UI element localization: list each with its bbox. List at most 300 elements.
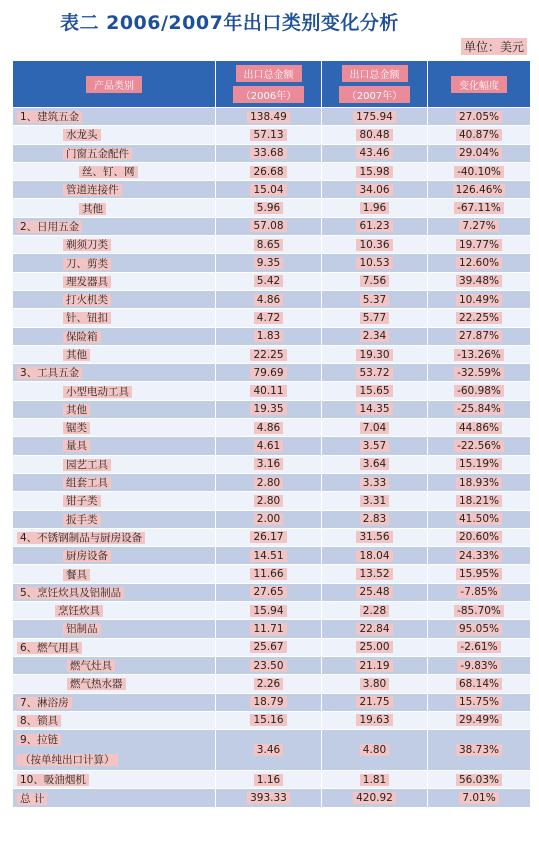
- category-label: 丝、钉、网: [79, 166, 138, 178]
- value-2007: 7.56: [360, 275, 389, 287]
- value-2007: 4.80: [360, 744, 389, 756]
- change-cell: [428, 789, 531, 807]
- value-2007-cell: [322, 364, 428, 382]
- value-2007-cell: [322, 400, 428, 418]
- category-label: 餐具: [63, 569, 90, 581]
- value-2006: 393.33: [247, 792, 290, 804]
- value-2007-cell: [322, 675, 428, 693]
- category-cell: [13, 400, 216, 418]
- category-cell: [13, 675, 216, 693]
- value-2007-cell: [322, 272, 428, 290]
- table-row: [13, 492, 531, 510]
- category-label: 3、工具五金: [17, 367, 82, 379]
- change-value: -13.26%: [454, 349, 504, 361]
- category-label: 钳子类: [63, 495, 101, 507]
- change-cell: [428, 565, 531, 583]
- change-cell: [428, 217, 531, 235]
- table-row: [13, 510, 531, 528]
- value-2007-cell: [322, 382, 428, 400]
- category-cell: [13, 492, 216, 510]
- value-2006-cell: [216, 236, 322, 254]
- header-2006-top: 出口总金额: [236, 65, 302, 82]
- table-row: [13, 327, 531, 345]
- table-row: [13, 675, 531, 693]
- change-cell: [428, 345, 531, 363]
- value-2006-cell: [216, 455, 322, 473]
- value-2006: 1.16: [254, 774, 283, 786]
- change-value: -40.10%: [454, 166, 504, 178]
- table-row: [13, 638, 531, 656]
- category-label: 刀、剪类: [63, 258, 111, 270]
- table-row: [13, 217, 531, 235]
- change-cell: [428, 309, 531, 327]
- value-2007-cell: [322, 108, 428, 126]
- value-2006: 11.66: [250, 568, 286, 580]
- category-cell: [13, 711, 216, 729]
- change-value: 22.25%: [456, 312, 502, 324]
- category-label: 量具: [63, 440, 90, 452]
- change-value: 40.87%: [456, 129, 502, 141]
- category-label: 门窗五金配件: [63, 148, 132, 160]
- value-2007: 1.96: [360, 202, 389, 214]
- category-cell: [13, 254, 216, 272]
- value-2007: 2.83: [360, 513, 389, 525]
- table-row: [13, 602, 531, 620]
- value-2007: 61.23: [356, 220, 392, 232]
- table-row: [13, 693, 531, 711]
- value-2006: 22.25: [250, 349, 286, 361]
- value-2006: 2.80: [254, 495, 283, 507]
- change-value: -9.83%: [457, 660, 500, 672]
- table-row: [13, 473, 531, 491]
- value-2007: 175.94: [353, 111, 396, 123]
- change-value: 27.87%: [456, 330, 502, 342]
- value-2007: 22.84: [356, 623, 392, 635]
- value-2006: 2.26: [254, 678, 283, 690]
- change-value: 15.19%: [456, 458, 502, 470]
- change-value: -7.85%: [457, 586, 500, 598]
- value-2007-cell: [322, 419, 428, 437]
- change-cell: [428, 711, 531, 729]
- change-cell: [428, 400, 531, 418]
- category-cell: [13, 693, 216, 711]
- table-row: [13, 711, 531, 729]
- category-cell: [13, 162, 216, 180]
- change-cell: [428, 455, 531, 473]
- value-2006-cell: [216, 144, 322, 162]
- change-value: 20.60%: [456, 531, 502, 543]
- category-cell: [13, 620, 216, 638]
- value-2006: 15.94: [250, 605, 286, 617]
- value-2007-cell: [322, 199, 428, 217]
- category-cell: [13, 656, 216, 674]
- value-2006-cell: [216, 510, 322, 528]
- value-2007: 25.48: [356, 586, 392, 598]
- category-cell: [13, 730, 216, 771]
- value-2007: 15.65: [356, 385, 392, 397]
- table-row: [13, 144, 531, 162]
- value-2007-cell: [322, 290, 428, 308]
- value-2007: 19.63: [356, 714, 392, 726]
- value-2006-cell: [216, 675, 322, 693]
- table-row: [13, 162, 531, 180]
- value-2006: 33.68: [250, 147, 286, 159]
- category-label: 燃气灶具: [67, 660, 115, 672]
- table-row: [13, 771, 531, 789]
- category-cell: [13, 108, 216, 126]
- value-2007-cell: [322, 492, 428, 510]
- value-2007-cell: [322, 565, 428, 583]
- value-2006: 14.51: [250, 550, 286, 562]
- category-cell: [13, 583, 216, 601]
- value-2007-cell: [322, 181, 428, 199]
- category-label: 9、拉链: [17, 734, 61, 746]
- category-cell: [13, 789, 216, 807]
- value-2007: 5.77: [360, 312, 389, 324]
- table-row: [13, 583, 531, 601]
- value-2007-cell: [322, 217, 428, 235]
- value-2007: 5.37: [360, 294, 389, 306]
- change-cell: [428, 693, 531, 711]
- change-cell: [428, 602, 531, 620]
- change-cell: [428, 675, 531, 693]
- change-value: 27.05%: [456, 111, 502, 123]
- category-cell: [13, 455, 216, 473]
- category-cell: [13, 364, 216, 382]
- category-cell: [13, 382, 216, 400]
- table-row: [13, 437, 531, 455]
- value-2006-cell: [216, 789, 322, 807]
- change-value: 126.46%: [453, 184, 506, 196]
- value-2006: 4.72: [254, 312, 283, 324]
- value-2006-cell: [216, 620, 322, 638]
- change-cell: [428, 199, 531, 217]
- value-2007-cell: [322, 620, 428, 638]
- value-2006: 9.35: [254, 257, 283, 269]
- value-2007: 3.33: [360, 477, 389, 489]
- category-label: 其他: [63, 404, 90, 416]
- value-2007-cell: [322, 144, 428, 162]
- value-2006-cell: [216, 711, 322, 729]
- table-row: [13, 199, 531, 217]
- value-2007-cell: [322, 236, 428, 254]
- change-value: 38.73%: [456, 744, 502, 756]
- category-label: 7、淋浴房: [17, 697, 72, 709]
- category-label: 5、烹饪炊具及铝制品: [17, 587, 124, 599]
- category-cell: [13, 199, 216, 217]
- value-2006-cell: [216, 327, 322, 345]
- change-cell: [428, 437, 531, 455]
- value-2007-cell: [322, 510, 428, 528]
- category-label: 其他: [63, 349, 90, 361]
- change-value: 12.60%: [456, 257, 502, 269]
- value-2006: 4.61: [254, 440, 283, 452]
- value-2006-cell: [216, 437, 322, 455]
- category-cell: [13, 602, 216, 620]
- value-2006: 4.86: [254, 294, 283, 306]
- table-title: 表二 2006/2007年出口类别变化分析: [60, 12, 399, 34]
- value-2006: 5.96: [254, 202, 283, 214]
- header-2007-bottom: （2007年）: [339, 86, 410, 103]
- value-2007-cell: [322, 638, 428, 656]
- table-row: [13, 364, 531, 382]
- change-value: 29.04%: [456, 147, 502, 159]
- category-label: 烹饪炊具: [55, 605, 103, 617]
- change-value: 41.50%: [456, 513, 502, 525]
- value-2006: 40.11: [250, 385, 286, 397]
- change-cell: [428, 162, 531, 180]
- change-value: -25.84%: [454, 403, 504, 415]
- value-2006: 2.80: [254, 477, 283, 489]
- value-2006-cell: [216, 382, 322, 400]
- category-label: 6、燃气用具: [17, 642, 82, 654]
- header-row: [13, 61, 531, 108]
- value-2007-cell: [322, 711, 428, 729]
- category-cell: [13, 290, 216, 308]
- value-2007-cell: [322, 656, 428, 674]
- change-cell: [428, 771, 531, 789]
- value-2006-cell: [216, 199, 322, 217]
- category-note: （按单纯出口计算）: [17, 754, 118, 766]
- category-label: 小型电动工具: [63, 386, 132, 398]
- unit-label: 单位：美元: [461, 38, 527, 55]
- change-value: 7.27%: [459, 220, 498, 232]
- category-label: 铝制品: [63, 623, 101, 635]
- category-label: 厨房设备: [63, 550, 111, 562]
- value-2007-cell: [322, 309, 428, 327]
- change-value: 15.95%: [456, 568, 502, 580]
- table-row: [13, 254, 531, 272]
- header-category-label: 产品类别: [86, 76, 142, 93]
- category-cell: [13, 473, 216, 491]
- value-2007-cell: [322, 602, 428, 620]
- header-2006-bottom: （2006年）: [233, 86, 304, 103]
- value-2007: 3.31: [360, 495, 389, 507]
- change-value: 68.14%: [456, 678, 502, 690]
- change-cell: [428, 583, 531, 601]
- value-2006: 19.35: [250, 403, 286, 415]
- category-label: 水龙头: [63, 129, 101, 141]
- value-2006: 138.49: [247, 111, 290, 123]
- value-2007: 43.46: [356, 147, 392, 159]
- change-value: -2.61%: [457, 641, 500, 653]
- value-2007: 34.06: [356, 184, 392, 196]
- value-2007-cell: [322, 528, 428, 546]
- category-label: 其他: [79, 203, 106, 215]
- value-2006-cell: [216, 162, 322, 180]
- value-2007-cell: [322, 437, 428, 455]
- value-2007: 13.52: [356, 568, 392, 580]
- header-2007: [322, 61, 428, 108]
- header-change-label: 变化幅度: [451, 76, 507, 93]
- value-2006-cell: [216, 730, 322, 771]
- change-cell: [428, 510, 531, 528]
- change-value: 95.05%: [456, 623, 502, 635]
- change-value: 10.49%: [456, 294, 502, 306]
- change-value: 18.21%: [456, 495, 502, 507]
- value-2007: 2.28: [360, 605, 389, 617]
- table-row: [13, 656, 531, 674]
- category-label: 4、不锈钢制品与厨房设备: [17, 532, 145, 544]
- value-2006-cell: [216, 126, 322, 144]
- category-cell: [13, 437, 216, 455]
- value-2006-cell: [216, 400, 322, 418]
- category-cell: [13, 272, 216, 290]
- value-2006: 4.86: [254, 422, 283, 434]
- category-label: 锯类: [63, 422, 90, 434]
- header-2007-top: 出口总金额: [342, 65, 408, 82]
- value-2006: 18.79: [250, 696, 286, 708]
- value-2007: 1.81: [360, 774, 389, 786]
- value-2006: 27.65: [250, 586, 286, 598]
- change-cell: [428, 290, 531, 308]
- value-2007-cell: [322, 473, 428, 491]
- category-label: 扳手类: [63, 514, 101, 526]
- change-value: -32.59%: [454, 367, 504, 379]
- value-2006: 3.16: [254, 458, 283, 470]
- value-2006-cell: [216, 638, 322, 656]
- value-2006: 8.65: [254, 239, 283, 251]
- header-2006: [216, 61, 322, 108]
- value-2006-cell: [216, 528, 322, 546]
- category-cell: [13, 510, 216, 528]
- category-cell: [13, 181, 216, 199]
- change-cell: [428, 730, 531, 771]
- value-2006: 79.69: [250, 367, 286, 379]
- table-row: [13, 290, 531, 308]
- value-2006-cell: [216, 419, 322, 437]
- value-2006: 57.08: [250, 220, 286, 232]
- value-2007: 14.35: [356, 403, 392, 415]
- table-row: [13, 528, 531, 546]
- table-row: [13, 547, 531, 565]
- table-row: [13, 126, 531, 144]
- value-2006-cell: [216, 693, 322, 711]
- category-cell: [13, 126, 216, 144]
- category-cell: [13, 309, 216, 327]
- value-2006-cell: [216, 656, 322, 674]
- value-2006: 3.46: [254, 744, 283, 756]
- value-2006-cell: [216, 290, 322, 308]
- value-2006: 23.50: [250, 660, 286, 672]
- table-row: [13, 730, 531, 771]
- change-value: 19.77%: [456, 239, 502, 251]
- value-2007: 3.64: [360, 458, 389, 470]
- category-cell: [13, 144, 216, 162]
- value-2007-cell: [322, 730, 428, 771]
- change-value: 24.33%: [456, 550, 502, 562]
- value-2007-cell: [322, 771, 428, 789]
- value-2006: 25.67: [250, 641, 286, 653]
- value-2006-cell: [216, 565, 322, 583]
- value-2007: 21.19: [356, 660, 392, 672]
- value-2007: 10.53: [356, 257, 392, 269]
- value-2007: 80.48: [356, 129, 392, 141]
- category-label: 理发器具: [63, 276, 111, 288]
- table-row: [13, 309, 531, 327]
- table-row: [13, 620, 531, 638]
- category-label: 园艺工具: [63, 459, 111, 471]
- category-label: 剃须刀类: [63, 239, 111, 251]
- table-row: [13, 455, 531, 473]
- table-row: [13, 419, 531, 437]
- table-row: [13, 400, 531, 418]
- value-2007: 21.75: [356, 696, 392, 708]
- value-2006: 26.17: [250, 531, 286, 543]
- table-body: [13, 108, 531, 808]
- change-cell: [428, 236, 531, 254]
- value-2007: 31.56: [356, 531, 392, 543]
- value-2007-cell: [322, 583, 428, 601]
- value-2006-cell: [216, 492, 322, 510]
- value-2006: 57.13: [250, 129, 286, 141]
- change-value: -60.98%: [454, 385, 504, 397]
- value-2006: 26.68: [250, 166, 286, 178]
- value-2006-cell: [216, 108, 322, 126]
- category-label: 8、锁具: [17, 715, 61, 727]
- category-cell: [13, 771, 216, 789]
- change-cell: [428, 419, 531, 437]
- header-category: [13, 61, 216, 108]
- value-2007-cell: [322, 162, 428, 180]
- change-cell: [428, 364, 531, 382]
- category-label: 针、钮扣: [63, 312, 111, 324]
- value-2006: 15.04: [250, 184, 286, 196]
- category-cell: [13, 236, 216, 254]
- change-cell: [428, 181, 531, 199]
- value-2007-cell: [322, 789, 428, 807]
- table-row: [13, 789, 531, 807]
- value-2006-cell: [216, 473, 322, 491]
- category-label: 10、吸油烟机: [17, 774, 89, 786]
- value-2006: 15.16: [250, 714, 286, 726]
- category-label: 总 计: [17, 793, 47, 805]
- change-cell: [428, 108, 531, 126]
- change-cell: [428, 254, 531, 272]
- value-2007: 18.04: [356, 550, 392, 562]
- table-row: [13, 272, 531, 290]
- value-2006-cell: [216, 583, 322, 601]
- table-row: [13, 236, 531, 254]
- change-value: 56.03%: [456, 774, 502, 786]
- change-value: 44.86%: [456, 422, 502, 434]
- value-2007-cell: [322, 345, 428, 363]
- change-value: 7.01%: [459, 792, 498, 804]
- value-2007: 420.92: [353, 792, 396, 804]
- value-2006-cell: [216, 272, 322, 290]
- change-cell: [428, 528, 531, 546]
- value-2006: 11.71: [250, 623, 286, 635]
- change-value: -85.70%: [454, 605, 504, 617]
- category-cell: [13, 638, 216, 656]
- header-change: [428, 61, 531, 108]
- category-cell: [13, 528, 216, 546]
- value-2007: 19.30: [356, 349, 392, 361]
- category-cell: [13, 217, 216, 235]
- value-2007: 3.80: [360, 678, 389, 690]
- change-cell: [428, 492, 531, 510]
- value-2007: 53.72: [356, 367, 392, 379]
- value-2006-cell: [216, 602, 322, 620]
- change-cell: [428, 126, 531, 144]
- value-2006-cell: [216, 309, 322, 327]
- table-row: [13, 181, 531, 199]
- change-value: 18.93%: [456, 477, 502, 489]
- change-value: -22.56%: [454, 440, 504, 452]
- value-2007: 25.00: [356, 641, 392, 653]
- category-label: 2、日用五金: [17, 221, 82, 233]
- category-cell: [13, 547, 216, 565]
